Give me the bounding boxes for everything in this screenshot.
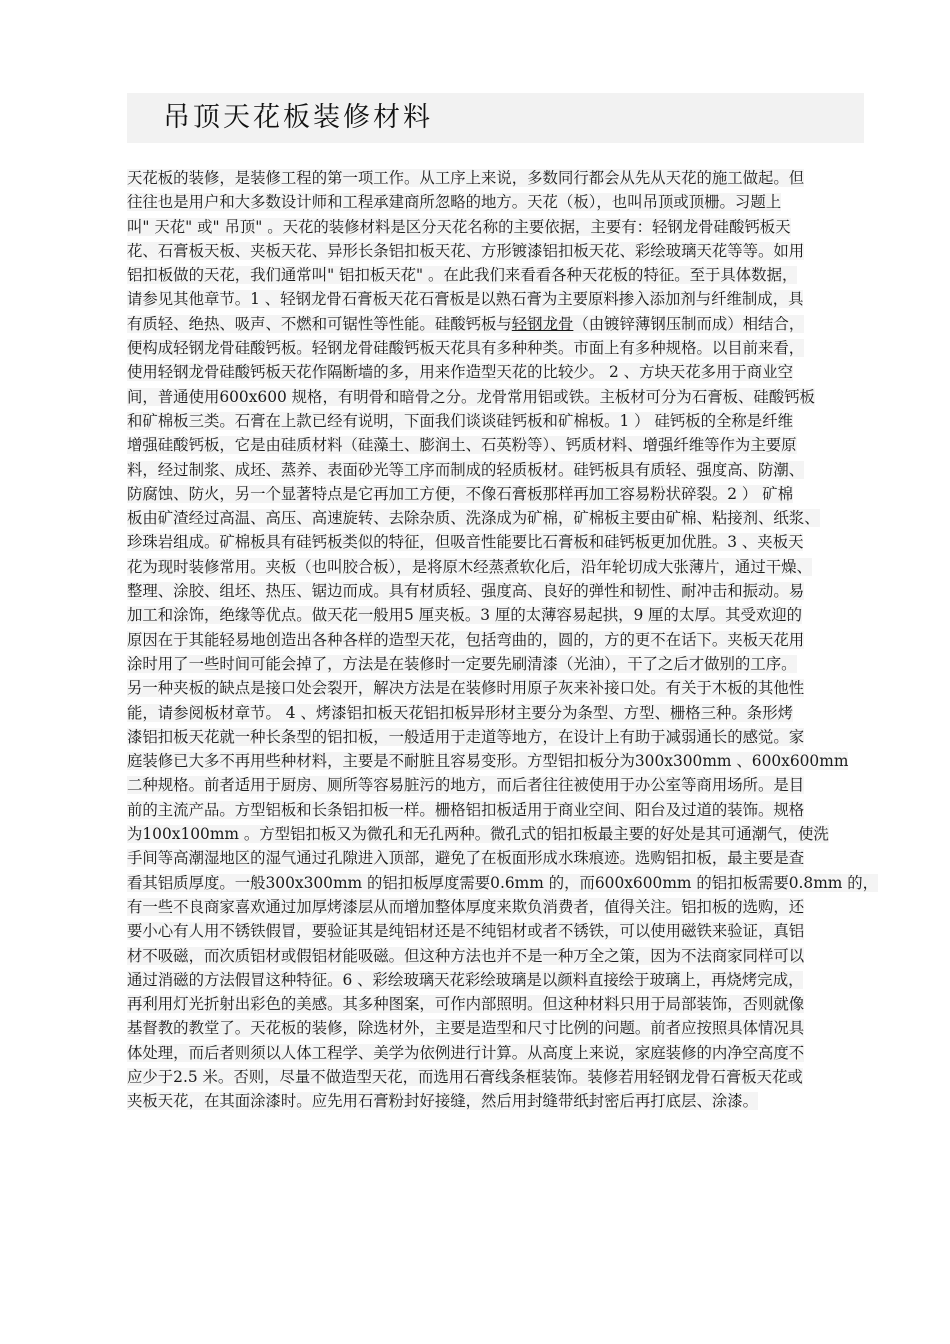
text-line-content: 涂时用了一些时间可能会掉了，方法是在装修时一定要先刷清漆（光油），干了之后才做别的工序。 — [127, 654, 797, 673]
text-line-content: 料，经过制浆、成坯、蒸养、表面砂光等工序而制成的轻质板材。硅钙板具有质轻、强度高、防潮、 — [127, 460, 805, 479]
text-line-content: 整理、涂胶、组坯、热压、锯边而成。具有材质轻、强度高、良好的弹性和韧性、耐冲击和振动。易 — [127, 582, 805, 601]
text-line-content — [127, 315, 804, 333]
text-line — [127, 628, 864, 652]
text-line — [127, 944, 864, 968]
text-line-content: 漆铝扣板天花就一种长条型的铝扣板，一般适用于走道等地方，在设计上有助于减弱通长的感觉。家 — [127, 727, 805, 746]
text-line-content: 花、石膏板天板、夹板天花、异形长条铝扣板天花、方形镀漆铝扣板天花、彩绘玻璃天花等等。如用 — [127, 241, 805, 260]
text-segment: 有质轻、绝热、吸声、不燃和可锯性等性能。硅酸钙板与 — [127, 314, 512, 333]
page-title: 吊顶天花板装修材料 — [163, 102, 433, 133]
text-line — [127, 701, 864, 725]
text-line-content: 通过消磁的方法假冒这种特征。6 、彩绘玻璃天花彩绘玻璃是以颜料直接绘于玻璃上，再烧烤完成， — [127, 970, 804, 989]
text-line-content: 板由矿渣经过高温、高压、高速旋转、去除杂质、洗涤成为矿棉，矿棉板主要由矿棉、粘接剂、纸浆、 — [127, 509, 820, 528]
text-line — [127, 725, 864, 749]
text-line — [127, 409, 864, 433]
text-line — [127, 506, 864, 530]
inline-link[interactable]: 轻钢龙骨 — [511, 314, 574, 333]
text-line — [127, 336, 864, 360]
text-line-content: 增强硅酸钙板，它是由硅质材料（硅藻土、膨润土、石英粉等）、钙质材料、增强纤维等作为主要原 — [127, 436, 797, 455]
text-line-content: 叫" 天花" 或" 吊顶" 。天花的装修材料是区分天花名称的主要依据，主要有：轻钢龙骨硅酸钙板天 — [127, 217, 791, 236]
text-line-content: 为100x100mm 。方型铝扣板又为微孔和无孔两种。微孔式的铝扣板最主要的好处是其可通潮气，使洗 — [127, 825, 829, 844]
text-line — [127, 482, 864, 506]
text-line-content: 另一种夹板的缺点是接口处会裂开，解决方法是在装修时用原子灰来补接口处。有关于木板的其他性 — [127, 679, 805, 698]
text-line — [127, 968, 864, 992]
text-line — [127, 846, 864, 870]
text-line-content: 材不吸磁，而次质铝材或假铝材能吸磁。但这种方法也并不是一种万全之策，因为不法商家同样可以 — [127, 946, 805, 965]
text-line — [127, 676, 864, 700]
text-line — [127, 919, 864, 943]
text-line-content: 再利用灯光折射出彩色的美感。其多种图案，可作内部照明。但这种材料只用于局部装饰，否则就像 — [127, 995, 805, 1014]
text-line-content: 要小心有人用不锈铁假冒，要验证其是纯铝材还是不纯铝材或者不锈铁，可以使用磁铁来验证，真铝 — [127, 922, 805, 941]
text-line — [127, 433, 864, 457]
text-line-content: 花为现时装修常用。夹板（也叫胶合板），是将原木经蒸煮软化后，沿年轮切成大张薄片，通过干燥、 — [127, 557, 812, 576]
text-line — [127, 1041, 864, 1065]
text-line — [127, 385, 864, 409]
text-line — [127, 360, 864, 384]
text-line — [127, 1065, 864, 1089]
text-line-content: 间，普通使用600x600 规格，有明骨和暗骨之分。龙骨常用铝或铁。主板材可分为石膏板、硅酸钙板 — [127, 387, 815, 406]
text-line — [127, 1089, 864, 1113]
text-line — [127, 263, 864, 287]
text-line — [127, 749, 864, 773]
text-line-content: 前的主流产品。方型铝板和长条铝扣板一样。栅格铝扣板适用于商业空间、阳台及过道的装饰。规格 — [127, 800, 805, 819]
text-line — [127, 822, 864, 846]
text-line-content: 和矿棉板三类。石膏在上款已经有说明，下面我们谈谈硅钙板和矿棉板。1 ） 硅钙板的全称是纤维 — [127, 411, 793, 430]
text-line — [127, 895, 864, 919]
text-line — [127, 215, 864, 239]
title-bar — [127, 93, 864, 143]
text-line-content: 庭装修已大多不再用些种材料，主要是不耐脏且容易变形。方型铝扣板分为300x300mm 、600x600mm — [127, 752, 849, 771]
text-line — [127, 773, 864, 797]
text-line-content: 有一些不良商家喜欢通过加厚烤漆层从而增加整体厚度来欺负消费者，值得关注。铝扣板的选购，还 — [127, 897, 805, 916]
text-line — [127, 312, 864, 336]
text-line — [127, 287, 864, 311]
text-line-content: 能，请参阅板材章节。 4 、烤漆铝扣板天花铝扣板异形材主要分为条型、方型、栅格三种。条形烤 — [127, 703, 793, 722]
text-line — [127, 579, 864, 603]
text-line — [127, 166, 864, 190]
text-line-content: 防腐蚀、防火，另一个显著特点是它再加工方便，不像石膏板那样再加工容易粉状碎裂。2 ） 矿棉 — [127, 484, 793, 503]
text-line — [127, 555, 864, 579]
text-line — [127, 992, 864, 1016]
text-line — [127, 871, 879, 895]
text-line-content: 使用轻钢龙骨硅酸钙板天花作隔断墙的多，用来作造型天花的比较少。 2 、方块天花多用于商业空 — [127, 363, 793, 382]
text-line-content: 夹板天花，在其面涂漆时。应先用石膏粉封好接缝，然后用封缝带纸封密后再打底层、涂漆。 — [127, 1092, 759, 1111]
text-line — [127, 1016, 864, 1040]
text-line-content: 体处理，而后者则须以人体工程学、美学为依例进行计算。从高度上来说，家庭装修的内净空高度不 — [127, 1043, 805, 1062]
text-line — [127, 239, 864, 263]
text-segment: （由镀锌薄钢压制而成）相结合， — [573, 314, 805, 333]
body-text — [127, 166, 879, 1114]
text-line-content: 手间等高潮湿地区的湿气通过孔隙进入顶部，避免了在板面形成水珠痕迹。选购铝扣板，最主要是查 — [127, 849, 805, 868]
text-line-content: 珍珠岩组成。矿棉板具有硅钙板类似的特征，但吸音性能要比石膏板和硅钙板更加优胜。3 、夹板天 — [127, 533, 804, 552]
text-line-content: 铝扣板做的天花，我们通常叫" 铝扣板天花" 。在此我们来看看各种天花板的特征。至于具体数据， — [127, 266, 798, 285]
text-line — [127, 798, 864, 822]
text-line-content: 请参见其他章节。1 、轻钢龙骨石膏板天花石膏板是以熟石膏为主要原料掺入添加剂与纤维制成，具 — [127, 290, 804, 309]
text-line-content: 天花板的装修，是装修工程的第一项工作。从工序上来说，多数同行都会从先从天花的施工做起。但 — [127, 169, 805, 187]
text-line-content: 二种规格。前者适用于厨房、厕所等容易脏污的地方，而后者往往被使用于办公室等商用场所。是目 — [127, 776, 805, 795]
text-line-content: 看其铝质厚度。一般300x300mm 的铝扣板厚度需要0.6mm 的，而600x600mm 的铝扣板需要0.8mm 的， — [127, 873, 879, 892]
text-line-content: 应少于2.5 米。否则，尽量不做造型天花，而选用石膏线条框装饰。装修若用轻钢龙骨石膏板天花或 — [127, 1067, 803, 1086]
text-line — [127, 603, 864, 627]
text-line-content: 便构成轻钢龙骨硅酸钙板。轻钢龙骨硅酸钙板天花具有多种种类。市面上有多种规格。以目前来看， — [127, 339, 805, 358]
text-line-content: 基督教的教堂了。天花板的装修，除选材外，主要是造型和尺寸比例的问题。前者应按照具体情况具 — [127, 1019, 805, 1038]
text-line — [127, 190, 864, 214]
text-line — [127, 530, 864, 554]
text-line-content: 原因在于其能轻易地创造出各种各样的造型天花，包括弯曲的，圆的，方的更不在话下。夹板天花用 — [127, 630, 805, 649]
text-line-content: 加工和涂饰，绝缘等优点。做天花一般用5 厘夹板。3 厘的太薄容易起拱，9 厘的太厚。其受欢迎的 — [127, 606, 803, 625]
text-line-content: 往往也是用户和大多数设计师和工程承建商所忽略的地方。天花（板），也叫吊顶或顶栅。习题上 — [127, 193, 782, 212]
text-line — [127, 652, 864, 676]
text-line — [127, 458, 864, 482]
